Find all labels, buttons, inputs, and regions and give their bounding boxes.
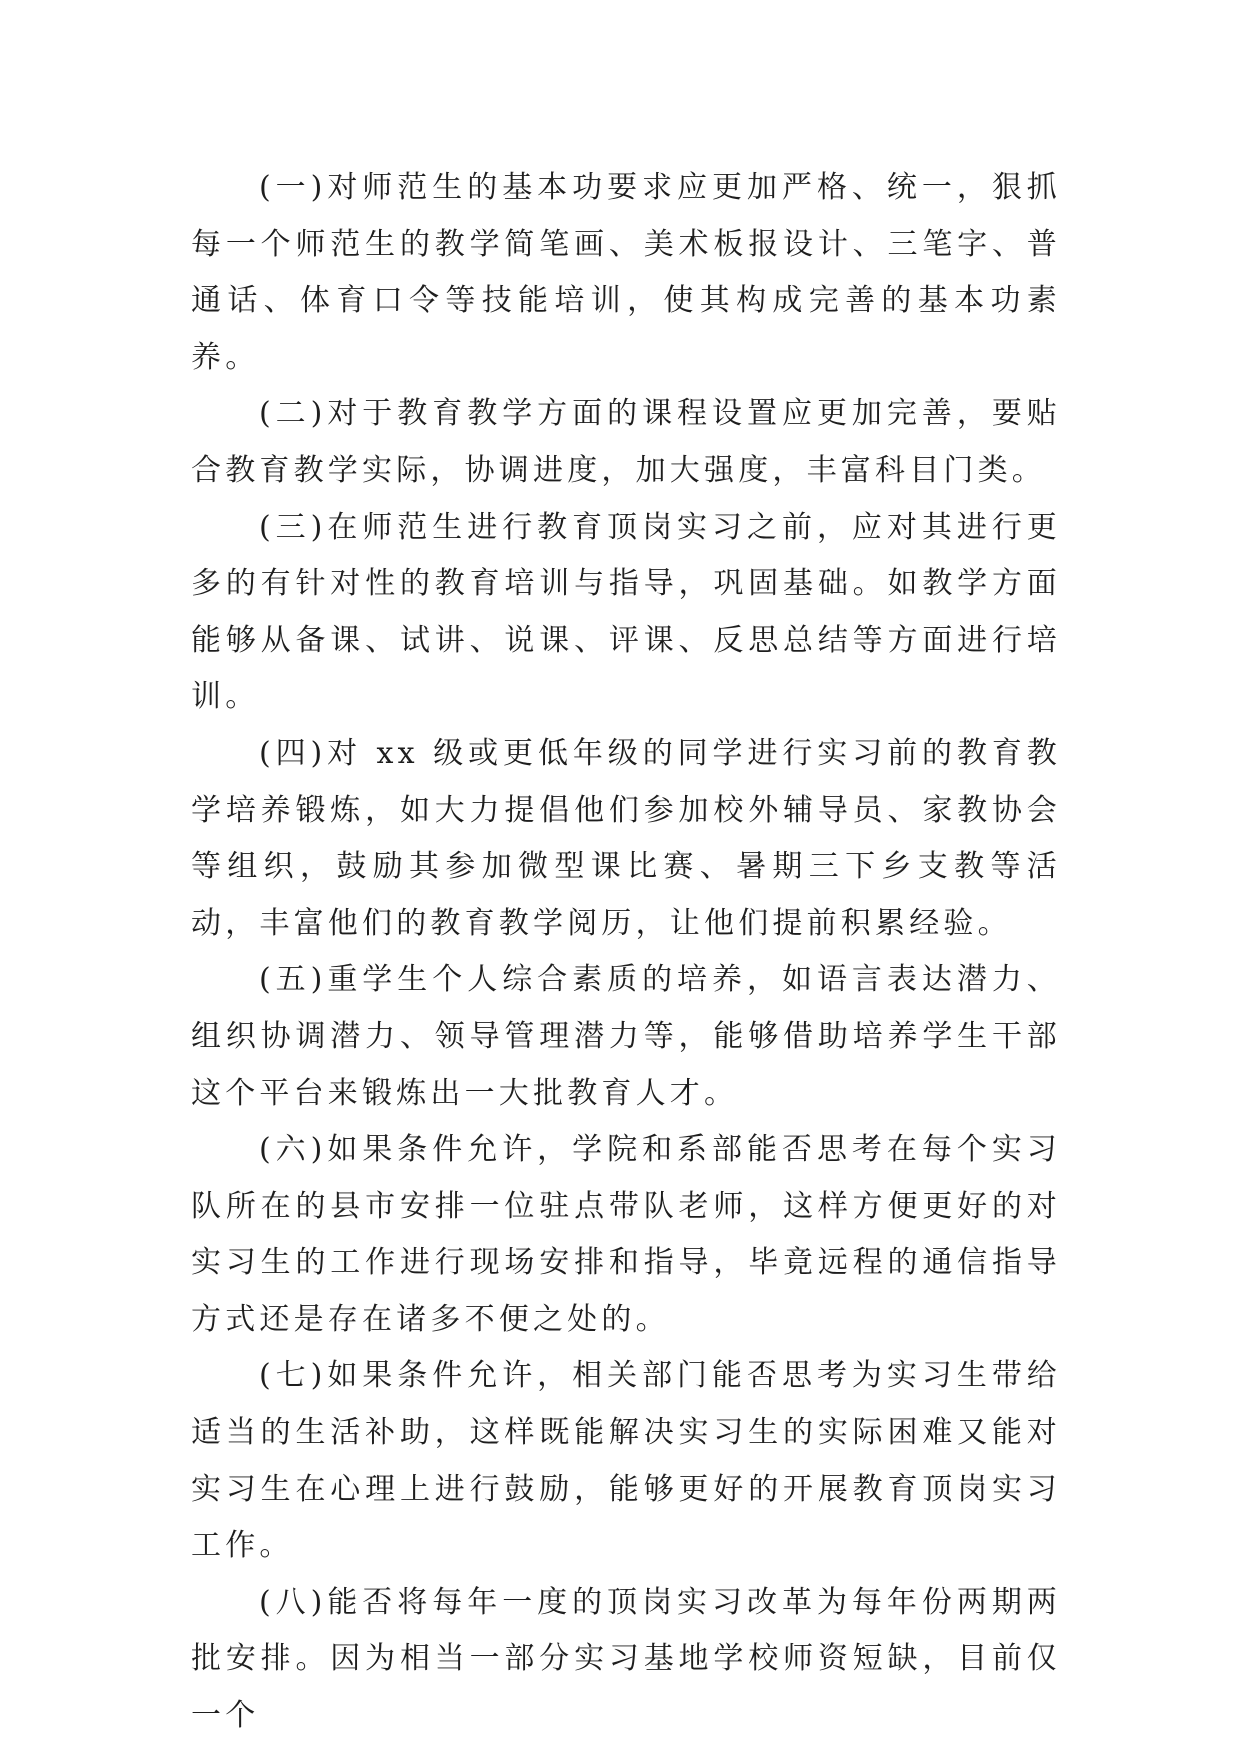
paragraph-3: (三)在师范生进行教育顶岗实习之前，应对其进行更多的有针对性的教育培训与指导，巩固基础。如教学方面能够从备课、试讲、说课、评课、反思总结等方面进行培训。 [191, 509, 1061, 715]
paragraph-7: (七)如果条件允许，相关部门能否思考为实习生带给适当的生活补助，这样既能解决实习生的实际困难又能对实习生在心理上进行鼓励，能够更好的开展教育顶岗实习工作。 [191, 1358, 1061, 1564]
paragraph-6: (六)如果条件允许，学院和系部能否思考在每个实习队所在的县市安排一位驻点带队老师，这样方便更好的对实习生的工作进行现场安排和指导，毕竟远程的通信指导方式还是存在诸多不便之处的。 [191, 1132, 1061, 1337]
paragraph-1: (一)对师范生的基本功要求应更加严格、统一，狠抓每一个师范生的教学简笔画、美术板报设计、三笔字、普通话、体育口令等技能培训，使其构成完善的基本功素养。 [191, 170, 1061, 375]
paragraph-4: (四)对 xx 级或更低年级的同学进行实习前的教育教学培养锻炼，如大力提倡他们参加校外辅导员、家教协会等组织，鼓励其参加微型课比赛、暑期三下乡支教等活动，丰富他们的教育教学阅历，让他们提前积累经验。 [191, 735, 1061, 941]
document-body [191, 160, 1061, 1745]
paragraph-2: (二)对于教育教学方面的课程设置应更加完善，要贴合教育教学实际，协调进度，加大强度，丰富科目门类。 [191, 396, 1061, 488]
paragraph-8: (八)能否将每年一度的顶岗实习改革为每年份两期两批安排。因为相当一部分实习基地学校师资短缺，目前仅一个 [191, 1584, 1061, 1734]
paragraph-5: (五)重学生个人综合素质的培养，如语言表达潜力、组织协调潜力、领导管理潜力等，能够借助培养学生干部这个平台来锻炼出一大批教育人才。 [191, 962, 1061, 1111]
